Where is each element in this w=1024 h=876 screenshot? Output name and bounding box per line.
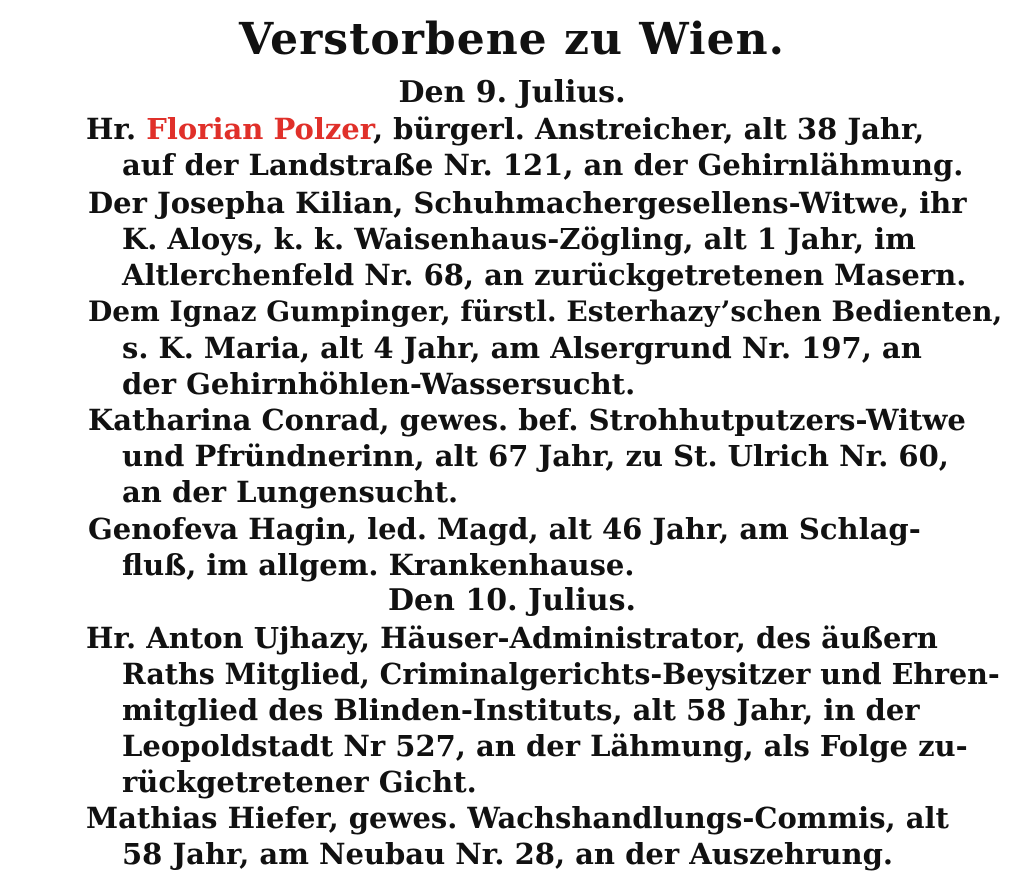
entry-4-line-1: Katharina Conrad, gewes. bef. Strohhutputzers-Witwe: [88, 403, 966, 437]
entry-4-line-3: an der Lungensucht.: [122, 475, 459, 509]
entry-6-line-5: rückgetretener Gicht.: [122, 765, 477, 799]
entry-7-line-2: 58 Jahr, am Neubau Nr. 28, an der Auszehrung.: [122, 837, 893, 871]
entry-6-line-4: Leopoldstadt Nr 527, an der Lähmung, als Folge zu-: [122, 729, 968, 763]
date-heading-9-julius: Den 9. Julius.: [398, 75, 626, 110]
entry-6-line-2: Raths Mitglied, Criminalgerichts-Beysitzer und Ehren-: [122, 657, 1000, 691]
entry-1-line-2: auf der Landstraße Nr. 121, an der Gehirnlähmung.: [122, 148, 964, 182]
page-title: Verstorbene zu Wien.: [239, 14, 785, 65]
entry-4-line-2: und Pfründnerinn, alt 67 Jahr, zu St. Ulrich Nr. 60,: [122, 439, 949, 473]
entry-6-line-1: Hr. Anton Ujhazy, Häuser-Administrator, des äußern: [86, 621, 938, 655]
entry-1-name-highlight: Florian Polzer: [146, 112, 373, 146]
entry-1-title: Hr.: [86, 112, 137, 146]
entry-6-line-3: mitglied des Blinden-Instituts, alt 58 Jahr, in der: [122, 693, 920, 727]
entry-3-line-2: s. K. Maria, alt 4 Jahr, am Alsergrund Nr. 197, an: [122, 331, 922, 365]
entry-5-line-1: Genofeva Hagin, led. Magd, alt 46 Jahr, am Schlag-: [88, 512, 921, 546]
date-heading-10-julius: Den 10. Julius.: [388, 583, 636, 618]
entry-2-line-1: Der Josepha Kilian, Schuhmachergesellens-Witwe, ihr: [88, 186, 967, 220]
entry-5-line-2: fluß, im allgem. Krankenhause.: [122, 548, 635, 582]
entry-3-line-3: der Gehirnhöhlen-Wassersucht.: [122, 367, 636, 401]
entry-3-line-1: Dem Ignaz Gumpinger, fürstl. Esterhazy’schen Bedienten,: [88, 295, 1003, 328]
entry-7-line-1: Mathias Hiefer, gewes. Wachshandlungs-Commis, alt: [86, 801, 949, 835]
entry-1-text: , bürgerl. Anstreicher, alt 38 Jahr,: [372, 112, 925, 146]
entry-2-line-2: K. Aloys, k. k. Waisenhaus-Zögling, alt 1 Jahr, im: [122, 222, 916, 256]
entry-2-line-3: Altlerchenfeld Nr. 68, an zurückgetretenen Masern.: [122, 258, 967, 292]
entry-1-line-1: [86, 111, 924, 147]
